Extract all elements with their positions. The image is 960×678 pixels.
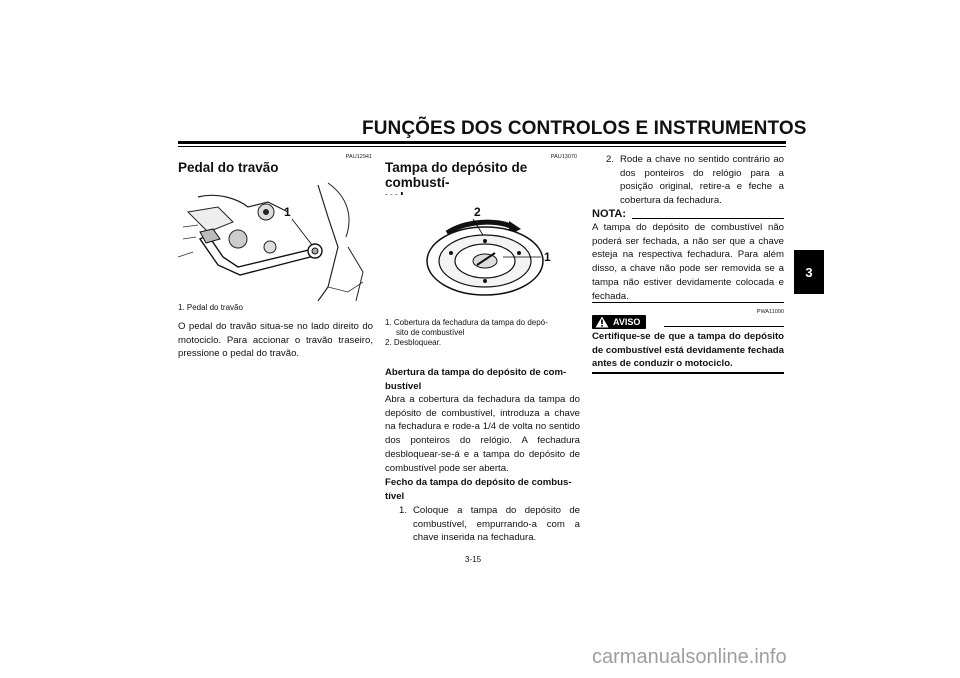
list-number: 2. (605, 154, 614, 165)
figure-callout: 2 (474, 205, 481, 219)
caption-item: 2. Desbloquear. (385, 338, 442, 347)
chapter-tab: 3 (794, 250, 824, 294)
header-rule-thin (178, 146, 786, 147)
warning-code: PWA11090 (756, 309, 784, 315)
section-title-line: Tampa do depósito de combustí- (385, 160, 528, 190)
fuel-cap-figure (385, 195, 580, 305)
figure-caption-list (385, 318, 580, 348)
subheading (385, 476, 580, 503)
warning-rule (664, 326, 784, 327)
page-header-title: FUNÇÕES DOS CONTROLOS E INSTRUMENTOS (362, 118, 807, 139)
header-rule-thick (178, 141, 786, 144)
list-item (385, 504, 580, 545)
warning-badge (592, 315, 646, 329)
warning-triangle-icon (595, 316, 609, 328)
warning-text: Certifique-se de que a tampa do depósito de combustível está devidamente fechada antes de conduzir o motociclo. (592, 331, 784, 370)
caption-item-continued: sito de combustível (396, 328, 465, 337)
list-text: Coloque a tampa do depósito de combustível, empurrando-a com a chave inserida na fechadura. (413, 505, 580, 544)
note-end-rule (592, 302, 784, 303)
body-paragraph: O pedal do travão situa-se no lado direito do motociclo. Para accionar o travão traseiro, pressione o pedal do travão. (178, 321, 373, 360)
figure-caption: 1. Pedal do travão (178, 303, 243, 312)
brake-pedal-figure (178, 177, 373, 301)
note-text: A tampa do depósito de combustível não poderá ser fechada, a não ser que a chave esteja na respectiva fechadura. Para além disso, a chave não pode ser removida se a tampa não estiver devidamente colocada e fechada. (592, 222, 784, 302)
note-rule (632, 218, 784, 219)
section-title: Pedal do travão (178, 160, 279, 175)
watermark: carmanualsonline.info (592, 646, 787, 668)
note-label: NOTA: (592, 208, 627, 220)
page-number: 3-15 (465, 555, 482, 564)
body-paragraph: Abra a cobertura da fechadura da tampa do depósito de combustível, introduza a chave na fechadura e rode-a 1/4 de volta no sentido dos ponteiros do relógio. A fechadura desbloquear-se-á e a tampa do depósito de combustível pode ser aberta. (385, 394, 580, 474)
figure-callout: 1 (544, 250, 551, 264)
list-text: Rode a chave no sentido contrário ao dos ponteiros do relógio para a posição original, retire-a e feche a cobertura da fechadura. (620, 154, 784, 207)
section-code: PAU13070 (550, 154, 577, 160)
caption-item: 1. Cobertura da fechadura da tampa do depó- (385, 318, 548, 327)
subheading (385, 366, 580, 393)
subheading-line: bustível (385, 380, 422, 392)
warning-end-rule (592, 372, 784, 374)
list-number: 1. (398, 505, 407, 516)
subheading-line: Fecho da tampa do depósito de combus- (385, 477, 572, 488)
list-item (592, 153, 784, 208)
subheading-line: Abertura da tampa do depósito de com- (385, 367, 567, 378)
subheading-line: tível (385, 490, 405, 502)
figure-callout: 1 (284, 205, 291, 219)
warning-label: AVISO (613, 317, 641, 327)
section-code: PAU12941 (345, 154, 372, 160)
